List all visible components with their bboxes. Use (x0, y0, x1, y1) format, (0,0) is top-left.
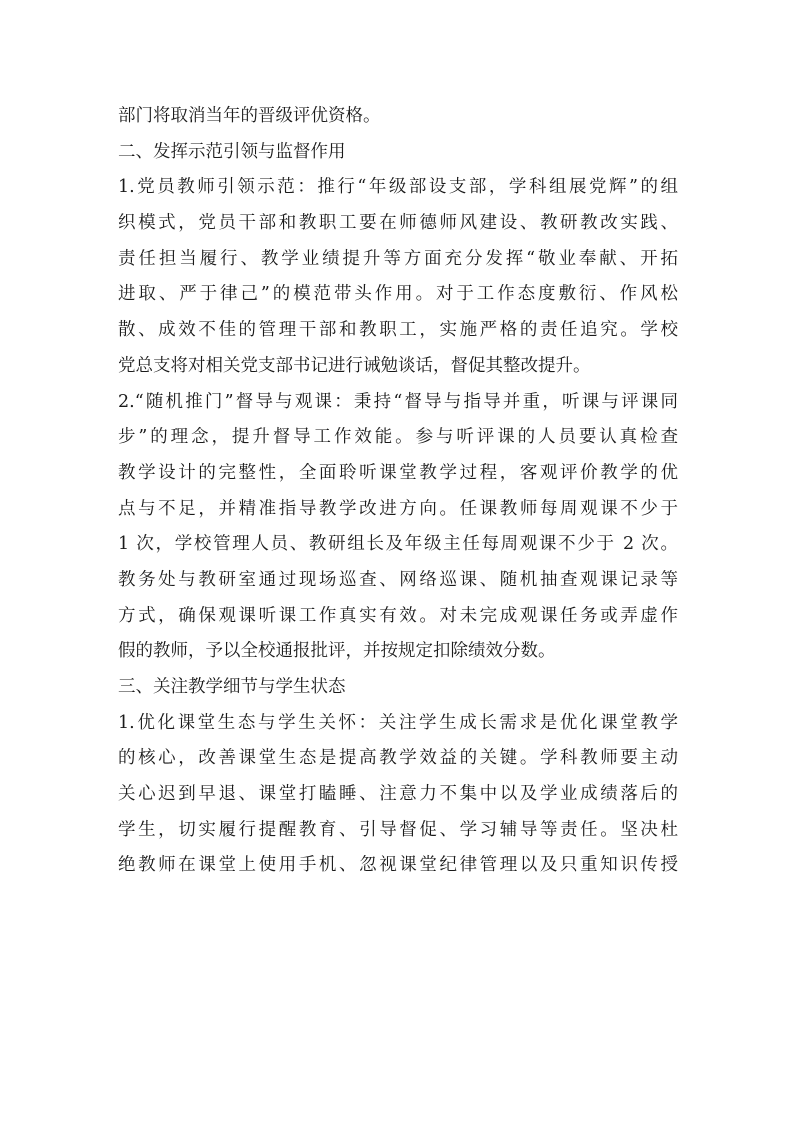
text-line: 进取、严于律己”的模范带头作用。对于工作态度敷衍、作风松 (118, 284, 678, 305)
text-line: 2.“随机推门”督导与观课：秉持“督导与指导并重，听课与评课同 (118, 391, 678, 412)
text-line: 步”的理念，提升督导工作效能。参与听评课的人员要认真检查 (118, 427, 678, 448)
text-line: 绝教师在课堂上使用手机、忽视课堂纪律管理以及只重知识传授 (118, 855, 678, 876)
text-line: 方式，确保观课听课工作真实有效。对未完成观课任务或弄虚作 (118, 605, 678, 626)
text-line: 的核心，改善课堂生态是提高教学效益的关键。学科教师要主动 (118, 748, 678, 769)
text-line: 1 次，学校管理人员、教研组长及年级主任每周观课不少于 2 次。 (118, 534, 678, 555)
text-line: 党总支将对相关党支部书记进行诫勉谈话，督促其整改提升。 (118, 355, 591, 376)
text-line: 假的教师，予以全校通报批评，并按规定扣除绩效分数。 (118, 641, 556, 662)
text-line: 学生，切实履行提醒教育、引导督促、学习辅导等责任。坚决杜 (118, 819, 678, 840)
text-line: 三、关注教学细节与学生状态 (118, 677, 346, 697)
text-line: 织模式，党员干部和教职工要在师德师风建设、教研教改实践、 (118, 213, 678, 234)
text-line: 教学设计的完整性，全面聆听课堂教学过程，客观评价教学的优 (118, 462, 678, 483)
text-line: 责任担当履行、教学业绩提升等方面充分发挥“敬业奉献、开拓 (118, 248, 678, 269)
text-line: 教务处与教研室通过现场巡查、网络巡课、随机抽查观课记录等 (118, 569, 678, 590)
text-line: 点与不足，并精准指导教学改进方向。任课教师每周观课不少于 (118, 498, 678, 519)
text-line: 部门将取消当年的晋级评优资格。 (118, 106, 381, 126)
text-line: 二、发挥示范引领与监督作用 (118, 141, 346, 162)
text-line: 散、成效不佳的管理干部和教职工，实施严格的责任追究。学校 (118, 320, 678, 341)
text-line: 关心迟到早退、课堂打瞌睡、注意力不集中以及学业成绩落后的 (118, 784, 678, 805)
document-body (118, 99, 678, 884)
text-line: 1.党员教师引领示范：推行“年级部设支部，学科组展党辉”的组 (118, 177, 678, 198)
text-line: 1.优化课堂生态与学生关怀：关注学生成长需求是优化课堂教学 (118, 712, 678, 733)
